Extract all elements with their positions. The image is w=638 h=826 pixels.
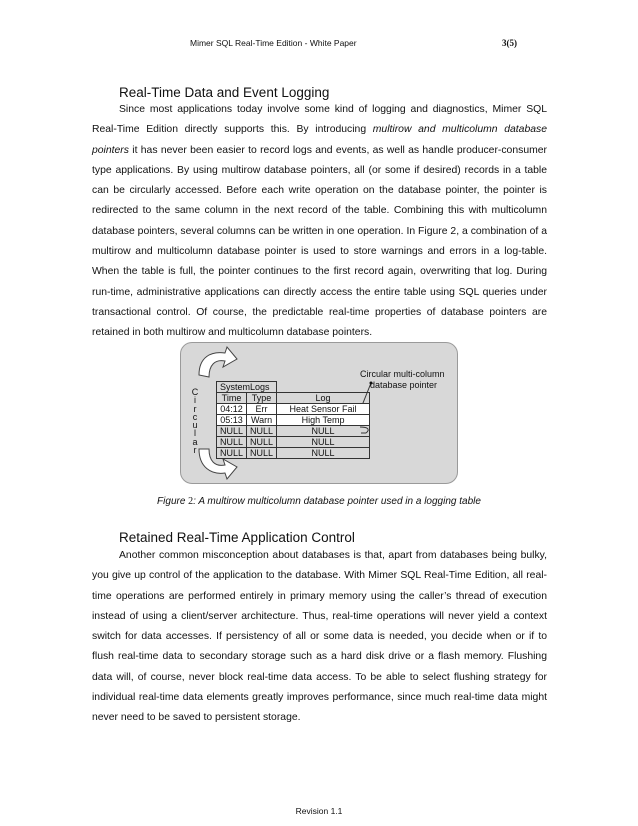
figure-caption [0, 496, 638, 507]
vertical-letter: r [193, 445, 197, 456]
table-name: SystemLogs [217, 382, 277, 393]
table-row [217, 426, 370, 437]
table-row [217, 437, 370, 448]
page-header [0, 38, 638, 52]
vertical-letter: i [194, 395, 196, 406]
pointer-label [360, 369, 445, 391]
vertical-letter: u [192, 420, 198, 431]
circular-vertical-label [190, 388, 200, 454]
column-header-log: Log [277, 393, 370, 404]
pointer-label-line2: database pointer [370, 380, 438, 390]
table-cell: Warn [247, 415, 277, 426]
section-heading-control: Retained Real-Time Application Control [119, 530, 355, 545]
table-cell: High Temp [277, 415, 370, 426]
document-title: Mimer SQL Real-Time Edition - White Paper [190, 38, 357, 48]
table-cell: NULL [217, 426, 247, 437]
paragraph-logging-part1: Since most applications today involve some kind of logging and diagnostics, Mimer SQL Real-Time Edition directly supports this. By introducing [92, 104, 547, 136]
table-cell: Err [247, 404, 277, 415]
page-footer: Revision 1.1 [295, 806, 343, 816]
vertical-letter: l [194, 428, 196, 439]
section-heading-logging: Real-Time Data and Event Logging [119, 85, 330, 100]
table-row [217, 415, 370, 426]
caption-prefix: Figure [157, 496, 189, 507]
table-cell: NULL [277, 437, 370, 448]
paragraph-control: Another common misconception about databases is that, apart from databases being bulky, you give up control of the application to the database. With Mimer SQL Real-Time Edition, all real-time operations are performed entirely in primary memory using the caller’s thread of execution instead of using a client/server architecture. Thus, real-time operations will never yield a context switch for data accesses. If persistency of all or some data is needed, you decide when or if to flush real-time data to secondary storage such as a hard disk drive or a flash memory. Flushing data will, of course, never block real-time data access. To be able to select flushing strategy for individual real-time data elements greatly improves performance, since much real-time data might never need to be saved to persistent storage. [92, 550, 547, 724]
column-header-time: Time [217, 393, 247, 404]
paragraph-logging-part2: it has never been easier to record logs and events, as well as handle producer-consumer type applications. By using multirow database pointers, all (or some if desired) records in a table can be circularly accessed. Before each write operation on the database pointer, the pointer is redirected to the same column in the next record of the table. Combining this with multicolumn database pointers, several columns can be written in one operation. In Figure 2, a combination of a multirow and multicolumn database pointer is used to store warnings and errors in a log-table. When the table is full, the pointer continues to the first record again, overwriting that log. During run-time, administrative applications can directly access the entire table using SQL queries under transactional control. Of course, the predictable real-time properties of database pointers are retained in both multirow and multicolumn database pointers. [92, 144, 547, 339]
paragraph-logging-emphasis: multirow and multicolumn database pointers [92, 124, 547, 156]
table-cell: NULL [247, 426, 277, 437]
table-cell: 04:12 [217, 404, 247, 415]
table-cell: NULL [217, 437, 247, 448]
table-cell: NULL [247, 437, 277, 448]
vertical-letter: a [192, 436, 198, 447]
table-cell: NULL [247, 448, 277, 459]
vertical-letter: r [193, 403, 197, 414]
table-cell: NULL [277, 448, 370, 459]
systemlogs-table [216, 381, 370, 459]
table-cell: NULL [217, 448, 247, 459]
table-cell: Heat Sensor Fail [277, 404, 370, 415]
caption-text: : A multirow multicolumn database pointer used in a logging table [193, 496, 481, 507]
page-number: 3(5) [502, 38, 517, 48]
table-cell: 05:13 [217, 415, 247, 426]
table-row [217, 448, 370, 459]
table-row [217, 404, 370, 415]
caption-number: 2 [188, 496, 194, 507]
vertical-letter: C [191, 387, 199, 397]
table-cell: NULL [277, 426, 370, 437]
vertical-letter: c [192, 411, 198, 422]
paragraph-logging [92, 100, 547, 344]
column-header-type: Type [247, 393, 277, 404]
pointer-label-line1: Circular multi-column [360, 369, 445, 379]
